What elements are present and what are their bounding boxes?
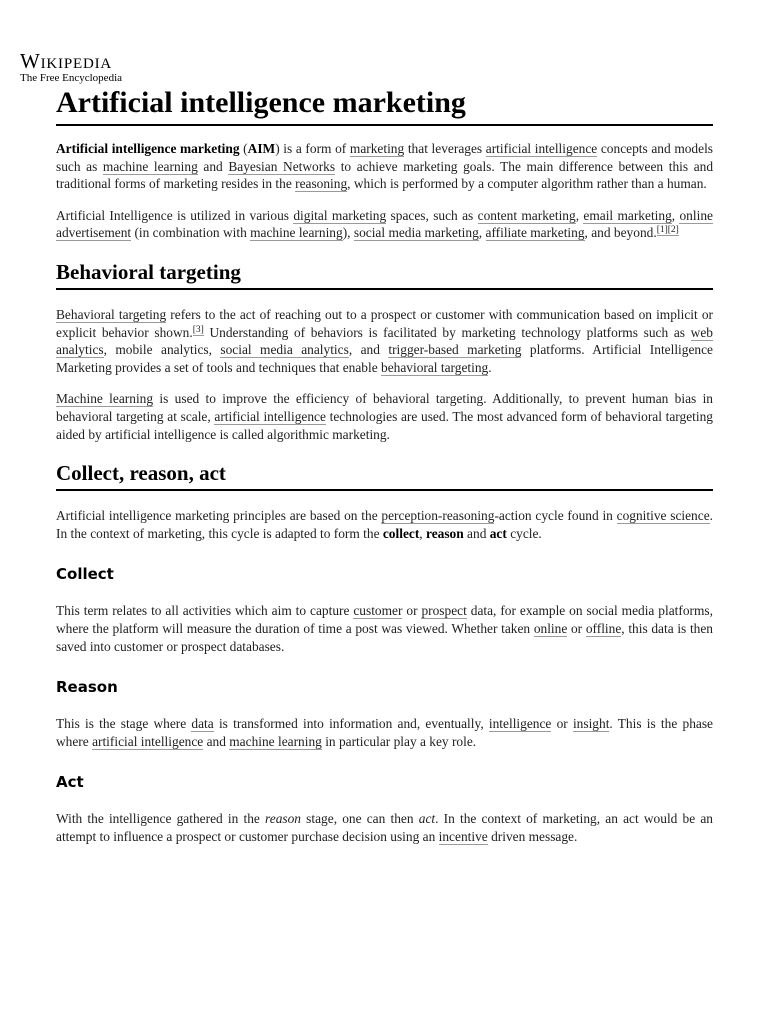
link-digital-marketing[interactable]: digital marketing xyxy=(293,207,387,223)
text: This term relates to all activities which aim to capture xyxy=(56,603,354,619)
act-paragraph xyxy=(56,810,713,845)
text: is transformed into information and, eventually, xyxy=(213,716,489,732)
link-prospect[interactable]: prospect xyxy=(421,603,467,619)
heading-behavioral-targeting: Behavioral targeting xyxy=(56,258,713,290)
link-machine-learning[interactable]: Machine learning xyxy=(56,391,154,407)
heading-collect: Collect xyxy=(56,565,114,584)
link-artificial-intelligence[interactable]: artificial intelligence xyxy=(485,141,598,156)
text: , mobile analytics, xyxy=(103,342,221,358)
term-reason: reason xyxy=(426,525,464,541)
text: . In the context of marketing, this cycle is adapted to form the xyxy=(56,508,714,541)
text: ) is a form of xyxy=(275,141,350,156)
link-artificial-intelligence[interactable]: artificial intelligence xyxy=(214,408,326,424)
text: to achieve marketing goals. The main difference between this and traditional forms of marketing resides in the xyxy=(56,158,714,192)
text: concepts and models such as xyxy=(56,141,713,174)
link-trigger-based-marketing[interactable]: trigger-based marketing xyxy=(388,342,522,358)
emphasis-act: act xyxy=(418,811,436,827)
link-web-analytics[interactable]: web analytics xyxy=(56,324,713,358)
article-content xyxy=(56,140,713,859)
text: and xyxy=(463,525,490,541)
link-customer[interactable]: customer xyxy=(353,603,403,619)
text: in particular play a key role. xyxy=(321,733,477,749)
text: , and beyond. xyxy=(584,225,657,241)
article-term: Artificial intelligence marketing xyxy=(56,141,240,156)
behavioral-paragraph-2 xyxy=(56,390,713,443)
intro-paragraph-2 xyxy=(56,207,713,242)
reference-3[interactable] xyxy=(193,325,204,336)
text: refers to the act of reaching out to a prospect or customer with communication based on implicit or explicit behavior shown. xyxy=(56,306,713,340)
term-act: act xyxy=(489,525,507,541)
collect-paragraph xyxy=(56,602,713,655)
link-machine-learning[interactable]: machine learning xyxy=(229,733,322,749)
text: and xyxy=(197,158,229,174)
link-incentive[interactable]: incentive xyxy=(438,828,488,844)
link-behavioral-targeting[interactable]: Behavioral targeting xyxy=(56,306,167,322)
link-offline[interactable]: offline xyxy=(585,620,622,636)
text: (in combination with xyxy=(131,225,251,241)
text: , xyxy=(419,525,426,541)
link-data[interactable]: data xyxy=(191,716,214,732)
heading-act: Act xyxy=(56,773,84,792)
text: or xyxy=(551,716,573,732)
text: data, for example on social media platforms, where the platform will measure the duration of time a post was viewed. Whether taken xyxy=(56,603,713,636)
text: Artificial Intelligence is utilized in various xyxy=(56,207,294,223)
text: . This is the phase where xyxy=(56,716,713,749)
text: ), xyxy=(342,225,354,241)
text: , which is performed by a computer algorithm rather than a human. xyxy=(347,176,707,192)
link-behavioral-targeting[interactable]: behavioral targeting xyxy=(381,359,489,375)
link-perception-reasoning[interactable]: perception-reasoning xyxy=(381,508,495,524)
link-machine-learning[interactable]: machine learning xyxy=(250,225,343,241)
link-intelligence[interactable]: intelligence xyxy=(488,716,552,732)
link-marketing[interactable]: marketing xyxy=(349,141,405,156)
text: platforms. Artificial Intelligence Marketing provides a set of tools and techniques that enable xyxy=(56,342,713,375)
text: and xyxy=(203,733,230,749)
link-machine-learning[interactable]: machine learning xyxy=(102,158,198,174)
link-reasoning[interactable]: reasoning xyxy=(295,176,348,192)
text: stage, one can then xyxy=(301,811,419,827)
text: With the intelligence gathered in the xyxy=(56,811,266,827)
reason-paragraph xyxy=(56,715,713,750)
wikipedia-logo[interactable] xyxy=(20,50,200,85)
text: ( xyxy=(239,141,248,156)
text: Artificial intelligence marketing principles are based on the xyxy=(56,508,382,524)
text: , xyxy=(671,207,680,223)
link-insight[interactable]: insight xyxy=(572,716,610,732)
text: , this data is then saved into customer or prospect databases. xyxy=(56,620,714,654)
text: cycle. xyxy=(506,525,542,541)
link-bayesian-networks[interactable]: Bayesian Networks xyxy=(228,158,336,174)
article-abbreviation: AIM xyxy=(247,141,276,156)
behavioral-paragraph-1 xyxy=(56,306,713,376)
term-collect: collect xyxy=(382,525,420,541)
link-content-marketing[interactable]: content marketing xyxy=(477,207,576,223)
reference-link-1[interactable]: [1] xyxy=(656,225,668,236)
text: Understanding of behaviors is facilitated by marketing technology platforms such as xyxy=(203,324,691,340)
reference-2[interactable] xyxy=(668,225,679,236)
link-cognitive-science[interactable]: cognitive science xyxy=(616,508,710,524)
link-online[interactable]: online xyxy=(533,620,568,636)
text: , xyxy=(478,225,486,241)
emphasis-reason: reason xyxy=(265,811,301,827)
page-title: Artificial intelligence marketing xyxy=(56,84,713,126)
intro-paragraph-1 xyxy=(56,140,713,193)
reference-1[interactable] xyxy=(657,225,668,236)
link-social-media-marketing[interactable]: social media marketing xyxy=(353,225,479,241)
text: that leverages xyxy=(404,141,486,156)
text: . In the context of marketing, an act would be an attempt to influence a prospect or customer purchase decision using an xyxy=(56,811,713,844)
cra-paragraph-1 xyxy=(56,507,713,542)
text: technologies are used. The most advanced form of behavioral targeting aided by artificial intelligence is called algorithmic marketing. xyxy=(56,408,713,442)
text: -action cycle found in xyxy=(494,508,617,524)
link-social-media-analytics[interactable]: social media analytics xyxy=(220,342,349,358)
text: or xyxy=(402,603,422,619)
reference-link-2[interactable]: [2] xyxy=(667,225,679,236)
heading-collect-reason-act: Collect, reason, act xyxy=(56,459,713,491)
text: is used to improve the efficiency of behavioral targeting. Additionally, to prevent human bias in behavioral targeting at scale, xyxy=(56,391,713,424)
link-online-advertisement[interactable]: online advertisement xyxy=(56,207,713,241)
logo-wordmark: Wikipedia xyxy=(20,49,113,73)
text: . xyxy=(488,359,492,375)
text: driven message. xyxy=(487,828,578,844)
link-affiliate-marketing[interactable]: affiliate marketing xyxy=(485,225,585,241)
text: This is the stage where xyxy=(56,716,192,732)
heading-reason: Reason xyxy=(56,678,118,697)
link-artificial-intelligence[interactable]: artificial intelligence xyxy=(92,733,204,749)
logo-tagline: The Free Encyclopedia xyxy=(20,72,123,84)
text: , xyxy=(575,207,584,223)
text: or xyxy=(567,620,586,636)
text: , and xyxy=(348,342,389,358)
reference-link-3[interactable]: [3] xyxy=(192,324,204,335)
link-email-marketing[interactable]: email marketing xyxy=(583,207,672,223)
text: spaces, such as xyxy=(386,207,478,223)
